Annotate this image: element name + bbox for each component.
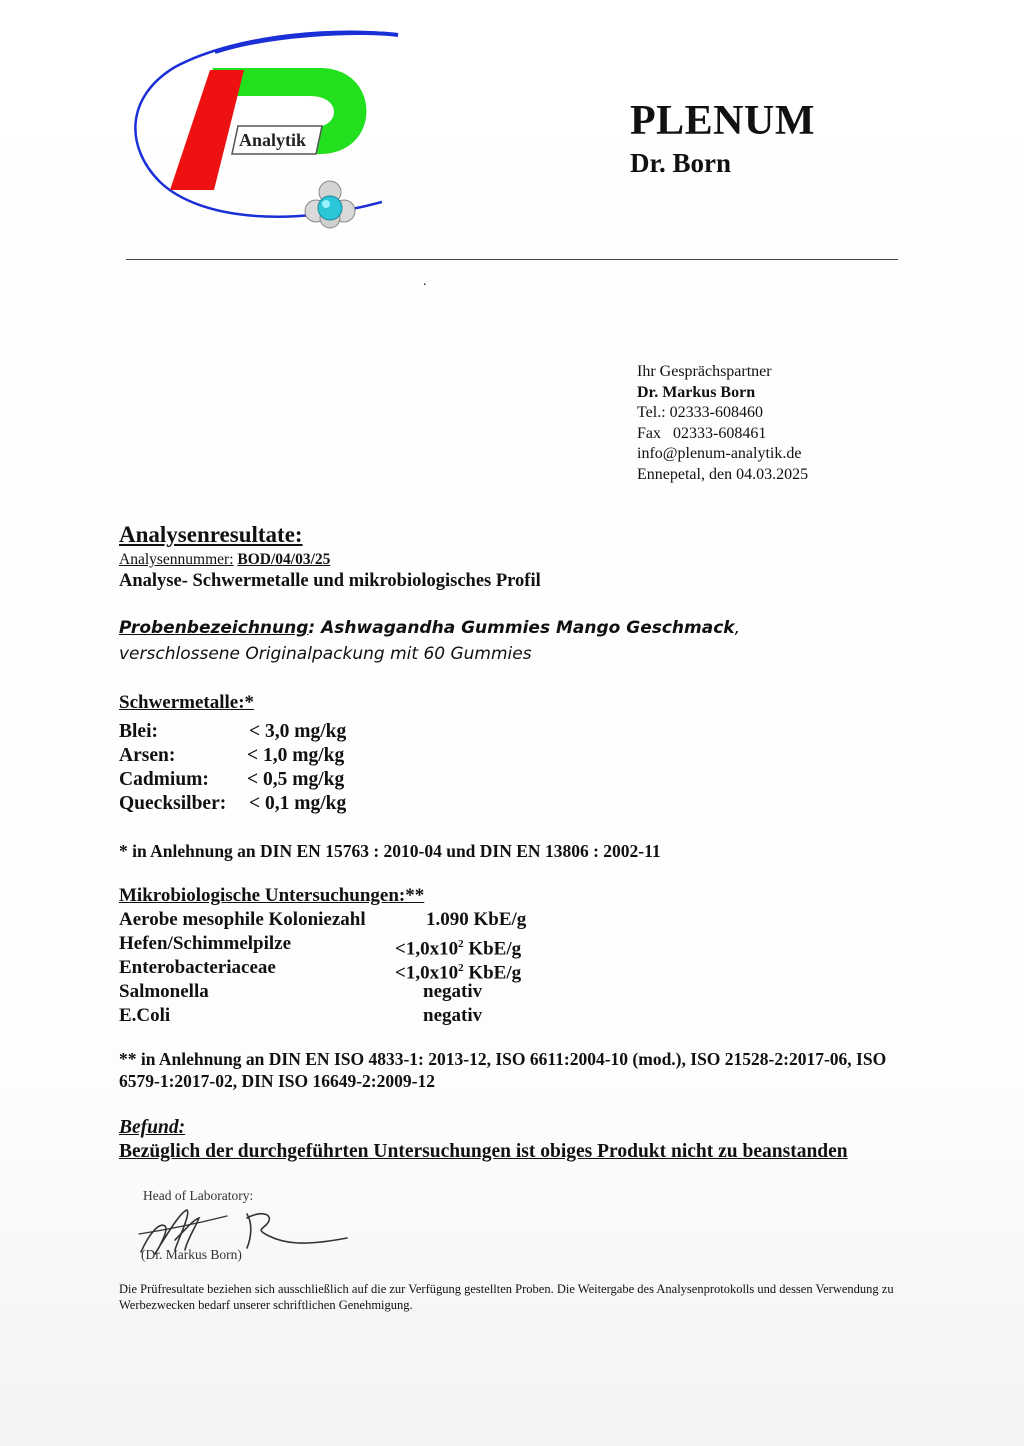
header-divider [126,259,898,260]
microbiology-title: Mikrobiologische Untersuchungen:** [119,885,425,906]
microbiology-value: negativ [423,1005,483,1026]
logo-text: Analytik [239,130,307,150]
microbiology-value: 1.090 KbE/g [426,909,527,930]
microbiology-name: Hefen/Schimmelpilze [119,933,292,954]
contact-email: info@plenum-analytik.de [637,445,802,462]
heavy-metal-name: Blei: [119,721,158,742]
contact-label: Ihr Gesprächspartner [637,363,772,380]
microbiology-value: $<1,0x10^2$ KbE/g [395,938,522,960]
contact-tel: Tel.: 02333-608460 [637,404,763,421]
heavy-metal-value: < 3,0 mg/kg [249,721,347,742]
sample-description: , verschlossene Originalpackung mit 60 Gummies [119,618,740,664]
microbiology-name: E.Coli [119,1005,171,1026]
sample-label: Probenbezeichnung [119,618,309,638]
microbiology-footnote: ** in Anlehnung an DIN EN ISO 4833-1: 2013-12, ISO 6611:2004-10 (mod.), ISO 21528-2:2017-06, ISO 6579-1:2017-02, DIN ISO 16649-2:2009-12 [119,1049,887,1091]
microbiology-name: Enterobacteriaceae [119,957,276,978]
contact-fax: Fax 02333-608461 [637,424,767,442]
analysis-number [119,551,330,569]
results-title: Analysenresultate: [119,522,303,547]
signature-label: Head of Laboratory: [143,1188,254,1203]
sample-name: : Ashwagandha Gummies Mango Geschmack [308,618,735,638]
heavy-metal-name: Arsen: [119,745,176,766]
signature-name: (Dr. Markus Born) [141,1247,242,1262]
heavy-metal-value: < 0,1 mg/kg [249,793,347,814]
microbiology-name: Aerobe mesophile Koloniezahl [119,909,366,930]
plenum-analytik-logo [120,22,410,247]
molecule-icon [305,181,355,228]
heavy-metal-value: < 0,5 mg/kg [247,769,345,790]
analysis-number-label: Analysennummer: [119,551,234,568]
contact-place-date: Ennepetal, den 04.03.2025 [637,465,809,483]
microbiology-value: $<1,0x10^2$ KbE/g [395,962,522,984]
company-name: PLENUM [630,98,815,144]
contact-block [637,362,808,485]
logo-red-stem [170,70,244,190]
finding-text: Bezüglich der durchgeführten Untersuchungen ist obiges Produkt nicht zu beanstanden [119,1141,848,1162]
disclaimer: Die Prüfresultate beziehen sich ausschließlich auf die zur Verfügung gestellten Proben. Die Weitergabe des Analysenprotokolls und dessen Verwendung zu Werbezwecken bedarf unserer schriftlichen Genehmigung. [119,1282,894,1312]
company-subtitle: Dr. Born [630,148,732,178]
heavy-metal-value: < 1,0 mg/kg [247,745,345,766]
microbiology-name: Salmonella [119,981,209,1002]
contact-name: Dr. Markus Born [637,383,756,401]
heavy-metal-name: Quecksilber: [119,793,227,814]
analysis-type: Analyse- Schwermetalle und mikrobiologisches Profil [119,571,541,591]
heavy-metals-footnote: * in Anlehnung an DIN EN 15763 : 2010-04 und DIN EN 13806 : 2002-11 [119,841,661,861]
finding-label: Befund: [119,1117,186,1138]
microbiology-value: negativ [423,981,483,1002]
sample-designation [119,615,859,667]
analysis-number-value: BOD/04/03/25 [237,551,331,568]
heavy-metal-name: Cadmium: [119,769,209,790]
heavy-metals-title: Schwermetalle:* [119,692,255,713]
stray-dot: . [423,274,427,289]
